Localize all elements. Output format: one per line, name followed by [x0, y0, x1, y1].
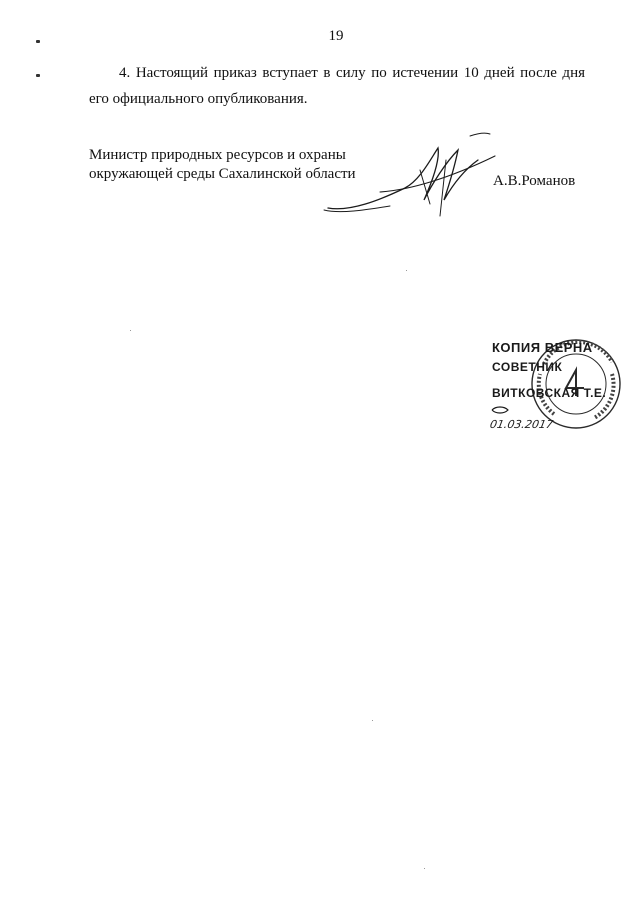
clause-paragraph — [89, 60, 585, 112]
margin-mark — [36, 74, 40, 77]
clause-text: 4. Настоящий приказ вступает в силу по истечении 10 дней после дня его официального опубликования. — [89, 65, 585, 107]
scan-speck — [406, 270, 407, 271]
signatory-title-line-2: окружающей среды Сахалинской области — [89, 166, 356, 182]
certified-copy-stamp — [484, 334, 624, 444]
signatory-name: А.В.Романов — [493, 173, 576, 189]
scan-speck — [130, 330, 131, 331]
scan-speck — [372, 720, 373, 721]
signatory-title-line-1: Министр природных ресурсов и охраны — [89, 147, 346, 163]
stamp-official-name: ВИТКОВСКАЯ Т.Е. — [492, 386, 607, 400]
stamp-copy-verified: КОПИЯ ВЕРНА — [492, 340, 593, 355]
page-number: 19 — [328, 28, 344, 44]
scan-speck — [424, 868, 425, 869]
handwritten-signature — [320, 130, 510, 220]
stamp-date: 01.03.2017 — [488, 418, 555, 431]
stamp-position: СОВЕТНИК — [492, 360, 563, 374]
stamp-initial-mark — [490, 404, 514, 416]
